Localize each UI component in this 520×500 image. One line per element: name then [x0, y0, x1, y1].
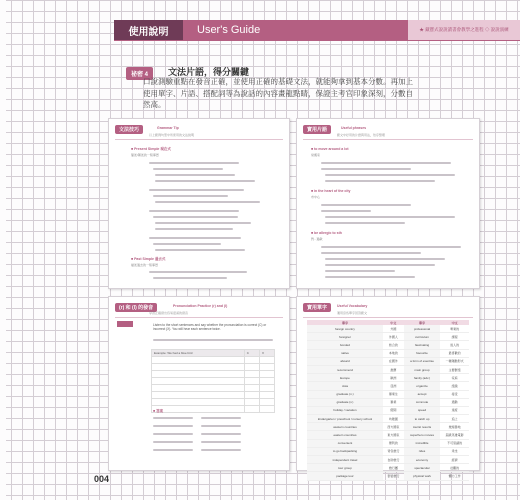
- text-line: [321, 252, 421, 254]
- vocab-row: [307, 325, 469, 333]
- vocab-meaning: 畢業生: [383, 390, 404, 398]
- text-line: [153, 441, 193, 443]
- pr-head-x: X: [260, 350, 275, 357]
- grammar-subline: 以上範例句型中所使用的文法說明: [149, 133, 195, 137]
- vocab-meaning: 主要群組: [440, 365, 469, 373]
- header-subtitle: ★ 藏寶式說說讀書會教學之進程 ◇ 說說演練: [408, 20, 520, 40]
- vocab-word: bonded: [307, 341, 383, 349]
- vocab-meaning: 家庭: [440, 374, 469, 382]
- vocab-meaning: 西方國家: [383, 423, 404, 431]
- phrase-allergic: ■ be allergic to sth: [311, 231, 342, 235]
- vocab-meaning: 壯觀的: [440, 464, 469, 472]
- vocab-word: accept: [404, 390, 440, 398]
- vocab-meaning: 推薦: [383, 365, 404, 373]
- phrase-move-around: ■ to move around a lot: [311, 147, 349, 151]
- text-line: [153, 168, 223, 170]
- text-line: [325, 180, 435, 182]
- section-tab-zh: 使用說明: [114, 20, 183, 40]
- vocab-row: [307, 398, 469, 406]
- text-line: [153, 339, 273, 341]
- vocab-meaning: 接受: [440, 390, 469, 398]
- divider: [115, 317, 283, 318]
- vocab-word: family (adv.): [404, 374, 440, 382]
- vocab-word: graduate (n.): [307, 390, 383, 398]
- pr-head-c: C: [244, 350, 259, 357]
- text-line: [153, 433, 193, 435]
- vocabulary-table: [307, 320, 469, 481]
- vocab-word: tour group: [307, 464, 383, 472]
- text-line: [149, 189, 244, 191]
- vocab-word: graduate (v.): [307, 398, 383, 406]
- grammar-section-past-sub: 描述過去的一般事實: [131, 263, 159, 267]
- text-line: [153, 216, 238, 218]
- vocab-word: foreign country: [307, 325, 383, 333]
- vocab-meaning: 迷人的: [440, 341, 469, 349]
- vocab-word: convenient: [307, 439, 383, 447]
- vocab-word: speed: [404, 406, 440, 414]
- phrases-badge-en: Useful phrases: [341, 126, 367, 130]
- vocabulary-badge-en: Useful Vocabulary: [337, 304, 368, 308]
- text-line: [153, 449, 193, 451]
- pronunciation-badge: (r) 和 (l) 的發音: [115, 303, 157, 312]
- vocab-row: [307, 439, 469, 447]
- vocab-word: main group: [404, 365, 440, 373]
- text-line: [149, 162, 239, 164]
- vocab-row: [307, 357, 469, 365]
- vocab-meaning: 一種運動形式: [440, 357, 469, 365]
- vocab-word: aboard: [307, 357, 383, 365]
- vocab-meaning: 不可思議的: [440, 439, 469, 447]
- text-line: [153, 277, 227, 279]
- vocab-meaning: 歐洲: [383, 374, 404, 382]
- vocab-meaning: 專業的: [440, 325, 469, 333]
- vocab-meaning: 經濟: [440, 456, 469, 464]
- phrase-move-around-sub: 常搬家: [311, 153, 321, 157]
- text-line: [155, 174, 235, 176]
- text-line: [155, 222, 251, 224]
- vocab-word: superhero movies: [404, 431, 440, 439]
- tip-badge: 祕密 4: [126, 67, 153, 80]
- text-line: [325, 276, 415, 278]
- text-line: [155, 249, 245, 251]
- grammar-badge: 文法技巧: [115, 125, 143, 134]
- grammar-badge-en: Grammar Tip: [157, 126, 179, 130]
- text-line: [153, 417, 193, 419]
- vocabulary-badge: 實用單字: [303, 303, 331, 312]
- section-tab-en: User's Guide: [183, 20, 408, 40]
- vocab-word: Europe: [307, 374, 383, 382]
- vocab-col-word: 單字: [404, 320, 440, 325]
- text-line: [201, 417, 241, 419]
- text-line: [325, 222, 405, 224]
- vocab-meaning: 旅行團: [383, 464, 404, 472]
- vocab-word: to go backpacking: [307, 447, 383, 455]
- vocab-word: fascinating: [404, 341, 440, 349]
- grammar-section-present: ■ Present Simple 現在式: [131, 147, 171, 151]
- text-line: [321, 204, 411, 206]
- vocab-word: to catch up: [404, 415, 440, 423]
- vocab-word: package tour: [307, 472, 383, 480]
- text-line: [153, 425, 193, 427]
- grammar-section-present-sub: 簡述/陳述的一般事實: [131, 153, 159, 157]
- vocab-meaning: 速度: [440, 406, 469, 414]
- vocab-meaning: 最喜歡的: [440, 349, 469, 357]
- vocabulary-subline: 運用這些單字回答範文: [337, 311, 368, 315]
- pronunciation-table: [151, 349, 275, 413]
- vocab-row: [307, 382, 469, 390]
- vocab-meaning: 課程: [440, 333, 469, 341]
- text-line: [325, 258, 445, 260]
- pronunciation-subline: 學習正確發出容易混淆的發音: [149, 311, 189, 315]
- vocab-col-meaning: 中文: [383, 320, 404, 325]
- text-line: [153, 195, 228, 197]
- text-line: [201, 441, 241, 443]
- answers-label: ■ 答案: [153, 409, 164, 413]
- phrases-subline: 範文中好用的片語與用法，依序整理: [337, 133, 386, 137]
- text-line: [155, 180, 255, 182]
- vocab-word: kindergarten / preschool / nursery school: [307, 415, 383, 423]
- phrase-heart-of-city-sub: 市中心: [311, 195, 321, 199]
- vocab-word: western countries: [307, 423, 383, 431]
- vocab-word: professional: [404, 325, 440, 333]
- tip-body: 口說測驗重點在發音正確，並使用正確的基礎文法，就能夠拿到基本分數。再加上使用單字、片語、搭配詞等為說話的內容畫龍點睛，保證主考官印象深刻，分數自然高。: [143, 77, 413, 109]
- pr-head-example: Example: We had a blue bird: [152, 350, 245, 357]
- vocab-meaning: 幼稚園: [383, 415, 404, 423]
- text-line: [155, 228, 233, 230]
- vocab-word: organize: [404, 382, 440, 390]
- divider: [303, 317, 473, 318]
- vocab-meaning: 套裝旅行: [383, 472, 404, 480]
- vocab-word: native: [307, 349, 383, 357]
- text-line: [155, 201, 260, 203]
- vocab-row: [307, 333, 469, 341]
- vocab-meaning: 便利的: [383, 439, 404, 447]
- vocab-word: curriculum: [404, 333, 440, 341]
- vocab-row: [307, 431, 469, 439]
- phrases-badge: 實用片語: [303, 125, 331, 134]
- vocab-meaning: 東方國家: [383, 431, 404, 439]
- text-line: [149, 237, 241, 239]
- phrase-allergic-sub: 對...過敏: [311, 237, 323, 241]
- tip-title: 文法片語，得分關鍵: [168, 67, 250, 77]
- vocab-word: rides: [404, 447, 440, 455]
- vocab-word: eastern countries: [307, 431, 383, 439]
- header-rule: [114, 40, 520, 41]
- text-line: [325, 264, 435, 266]
- vocab-meaning: 外國: [383, 325, 404, 333]
- vocab-row: [307, 341, 469, 349]
- vocab-meaning: 自助旅行: [383, 456, 404, 464]
- vocab-col-word: 單字: [307, 320, 383, 325]
- grammar-section-past: ■ Past Simple 過去式: [131, 257, 166, 261]
- vocab-word: holiday / vacation: [307, 406, 383, 414]
- text-line: [321, 246, 461, 248]
- vocab-col-meaning: 中文: [440, 320, 469, 325]
- text-line: [201, 425, 241, 427]
- vocab-word: a form of exercise: [404, 357, 440, 365]
- vocab-meaning: 組織: [440, 382, 469, 390]
- text-line: [325, 216, 455, 218]
- vocab-row: [307, 365, 469, 373]
- vocab-meaning: 旅遊勝地: [440, 423, 469, 431]
- page-thumbnail-phrases: [296, 118, 480, 289]
- vocab-word: economy: [404, 456, 440, 464]
- vocab-word: favourite: [404, 349, 440, 357]
- page-number: 004: [94, 474, 110, 484]
- text-line: [321, 162, 451, 164]
- vocab-meaning: 外國人: [383, 333, 404, 341]
- text-line: [153, 243, 221, 245]
- text-line: [321, 168, 411, 170]
- phrase-heart-of-city: ■ in the heart of the city: [311, 189, 351, 193]
- left-margin: [0, 0, 6, 500]
- vocab-meaning: 體力工作: [440, 472, 469, 480]
- vocab-meaning: 通勤: [440, 398, 469, 406]
- vocab-meaning: 假期: [383, 406, 404, 414]
- vocab-word: Asia: [307, 382, 383, 390]
- vocab-meaning: 結合的: [383, 341, 404, 349]
- divider: [115, 139, 283, 140]
- vocab-word: tourist resorts: [404, 423, 440, 431]
- text-line: [321, 210, 371, 212]
- text-line: [201, 449, 241, 451]
- vocab-row: [307, 447, 469, 455]
- vocab-meaning: 畢業: [383, 398, 404, 406]
- vocab-row: [307, 349, 469, 357]
- text-line: [149, 271, 247, 273]
- text-line: [325, 270, 395, 272]
- vocab-word: independent travel: [307, 456, 383, 464]
- vocab-meaning: 超級英雄電影: [440, 431, 469, 439]
- text-line: [201, 433, 241, 435]
- text-line: [325, 174, 455, 176]
- vocab-row: [307, 415, 469, 423]
- vocab-meaning: 追上: [440, 415, 469, 423]
- vocab-meaning: 本地的: [383, 349, 404, 357]
- vocab-row: [307, 464, 469, 472]
- vocab-row: [307, 406, 469, 414]
- pronunciation-badge-en: Pronunciation Practice (r) and (l): [173, 304, 228, 308]
- vocab-meaning: 背包旅行: [383, 447, 404, 455]
- page-thumbnail-pronunciation: [108, 296, 290, 471]
- vocab-word: foreigner: [307, 333, 383, 341]
- vocab-row: [307, 374, 469, 382]
- page-thumbnail-vocabulary: [296, 296, 480, 478]
- vocab-word: physical work: [404, 472, 440, 480]
- vocab-word: incredible: [404, 439, 440, 447]
- vocab-meaning: 在國外: [383, 357, 404, 365]
- vocab-row: [307, 472, 469, 480]
- pronunciation-instructions: Listen to the short sentences and say whether the pronunciation is correct (C) or incorrect (X). You will hear each sentence twice.: [153, 323, 267, 332]
- page-thumbnail-grammar: [108, 118, 290, 289]
- text-line: [149, 210, 239, 212]
- divider: [303, 139, 473, 140]
- vocab-meaning: 亞洲: [383, 382, 404, 390]
- vocab-word: commute: [404, 398, 440, 406]
- vocab-word: recommend: [307, 365, 383, 373]
- vocab-meaning: 乘坐: [440, 447, 469, 455]
- vocab-row: [307, 456, 469, 464]
- vocab-row: [307, 390, 469, 398]
- vocab-word: spectacular: [404, 464, 440, 472]
- vocab-row: [307, 423, 469, 431]
- step-marker: [117, 321, 133, 327]
